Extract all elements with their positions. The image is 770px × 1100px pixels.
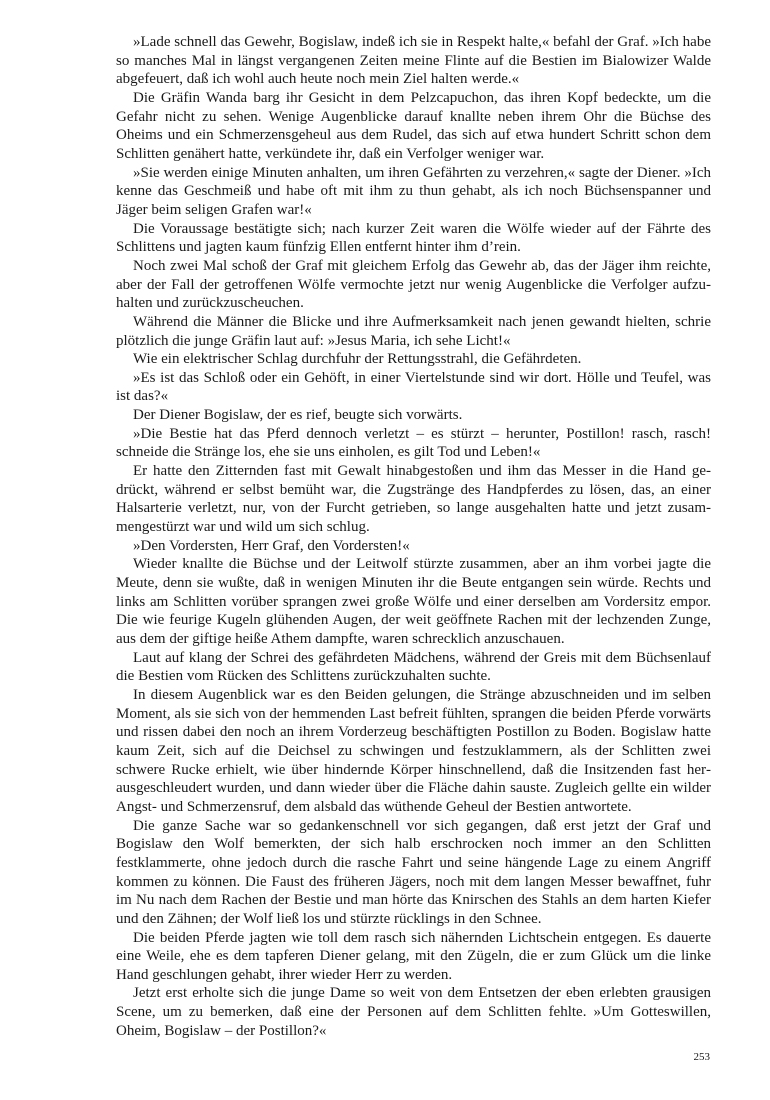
page-body bbox=[116, 33, 711, 1040]
paragraph: »Sie werden einige Minuten anhalten, um ihren Gefährten zu verzehren,« sagte der Diener. »Ich kenne das Geschmeiß und habe oft mit ihm zu thun gehabt, als ich noch Büchsenspanner und Jäger beim seligen Grafen war!« bbox=[116, 164, 711, 218]
paragraph: Jetzt erst erholte sich die junge Dame so weit von dem Entsetzen der eben erlebten grausigen Scene, um zu bemerken, daß eine der Personen auf dem Schlitten fehlte. »Um Gotteswillen, Oheim, Bogislaw – der Postillon?« bbox=[116, 985, 711, 1039]
paragraph: Der Diener Bogislaw, der es rief, beugte sich vorwärts. bbox=[133, 407, 463, 424]
paragraph: Wieder knallte die Büchse und der Leitwolf stürzte zusammen, aber an ihm vorbei jagte die Meute, denn sie wußte, daß in wenigen Minuten ihr die Beute entgangen sein würde. Rechts und links am Schlitten vorüber sprangen zwei große Wölfe und einer derselben am Vordersitz empor. Die wie feurige Kugeln glühenden Augen, der weit geöffnete Rachen mit der lechzenden Zunge, aus dem der giftige heiße Athem dampfte, waren schrecklich anzuschauen. bbox=[116, 556, 711, 647]
page-number: 253 bbox=[693, 1051, 710, 1063]
paragraph: Laut auf klang der Schrei des gefährdeten Mädchens, während der Greis mit dem Büchsenlauf die Bestien vom Rücken des Schlittens zurückzuhalten suchte. bbox=[116, 649, 711, 685]
paragraph: Wie ein elektrischer Schlag durchfuhr der Rettungsstrahl, die Gefährdeten. bbox=[133, 351, 582, 368]
paragraph: Die ganze Sache war so gedankenschnell vor sich gegangen, daß erst jetzt der Graf und Bogislaw den Wolf bemerkten, der sich halb erschrocken noch immer an den Schlitten festklammerte, ohne jedoch durch die rasche Fahrt und seine hängende Lage zu einem Angriff kommen zu können. Die Faust des früheren Jägers, noch mit dem langen Messer bewaffnet, fuhr im Nu nach dem Rachen der Bestie und man hörte das Knirschen des Stahls an dem harten Kiefer und den Zähnen; der Wolf ließ los und stürzte rücklings in den Schnee. bbox=[116, 817, 711, 927]
paragraph: Die Gräfin Wanda barg ihr Gesicht in dem Pelzcapuchon, das ihren Kopf bedeckte, um die Gefahr nicht zu sehen. Wenige Augenblicke darauf knallte neben ihrem Ohr die Büchse des Oheims und ein Schmerzensgeheul aus dem Rudel, das sich auf etwa hundert Schritt schon dem Schlitten genähert hatte, verkündete ihr, daß ein Verfolger weniger war. bbox=[116, 89, 711, 162]
paragraph: In diesem Augenblick war es den Beiden gelungen, die Stränge abzuschneiden und im selben Moment, als sie sich von der hemmenden Last befreit fühlten, sprangen die beiden Pferde vorwärts und rissen dabei den noch an ihrem Vorderzeug beschäftigten Postillon zu Boden. Bogislaw hatte kaum Zeit, sich auf die Deichsel zu schwingen und festzuklammern, als der Schlitten zwei schwere Rucke erhielt, wie über hindernde Körper hinschnellend, daß die Insitzenden fast herausgeschleudert wurden, und dann wieder über die Fläche dahin sauste. Zugleich gellte ein wilder Angst- und Schmerzensruf, dem alsbald das wüthende Geheul der Bestien antwortete. bbox=[116, 686, 711, 815]
paragraph: Die beiden Pferde jagten wie toll dem rasch sich nähernden Lichtschein entgegen. Es dauerte eine Weile, ehe es dem tapferen Diener gelang, mit den Zügeln, die er zum Glück um die linke Hand geschlungen gehabt, ihrer wieder Herr zu werden. bbox=[116, 929, 711, 983]
paragraph: »Es ist das Schloß oder ein Gehöft, in einer Viertelstunde sind wir dort. Hölle und Teufel, was ist das?« bbox=[116, 369, 711, 405]
paragraph: Noch zwei Mal schoß der Graf mit gleichem Erfolg das Gewehr ab, das der Jäger ihm reichte, aber der Fall der getroffenen Wölfe vermochte jetzt nur wenig Augenblicke die Verfolger aufzuhalten und zurückzuscheuchen. bbox=[116, 257, 711, 312]
paragraph: Die Voraussage bestätigte sich; nach kurzer Zeit waren die Wölfe wieder auf der Fährte des Schlittens und jagten kaum fünfzig Ellen entfernt hinter ihm d’rein. bbox=[116, 220, 711, 256]
paragraph: »Den Vordersten, Herr Graf, den Vordersten!« bbox=[133, 537, 410, 554]
paragraph: Während die Männer die Blicke und ihre Aufmerksamkeit nach jenen gewandt hielten, schrie plötzlich die junge Gräfin laut auf: »Jesus Maria, ich sehe Licht!« bbox=[116, 313, 711, 349]
paragraph: »Lade schnell das Gewehr, Bogislaw, indeß ich sie in Respekt halte,« befahl der Graf. »Ich habe so manches Mal in längst vergangenen Zeiten meine Flinte auf die Bestien im Bialowizer Walde abgefeuert, daß ich wohl auch heute noch mein Ziel halten werde.« bbox=[116, 34, 711, 88]
paragraph: »Die Bestie hat das Pferd dennoch verletzt – es stürzt – herunter, Postillon! rasch, rasch! schneide die Stränge los, ehe sie uns einholen, es gilt Tod und Leben!« bbox=[116, 425, 711, 461]
paragraph: Er hatte den Zitternden fast mit Gewalt hinabgestoßen und ihm das Messer in die Hand gedrückt, während er selbst bemüht war, die Zugstränge des Handpferdes zu lösen, das, an einer Halsarterie verletzt, nur, von der Furcht getrieben, so lange ausgehalten hatte und jetzt zusammengestürzt war und wild um sich schlug. bbox=[116, 463, 711, 536]
